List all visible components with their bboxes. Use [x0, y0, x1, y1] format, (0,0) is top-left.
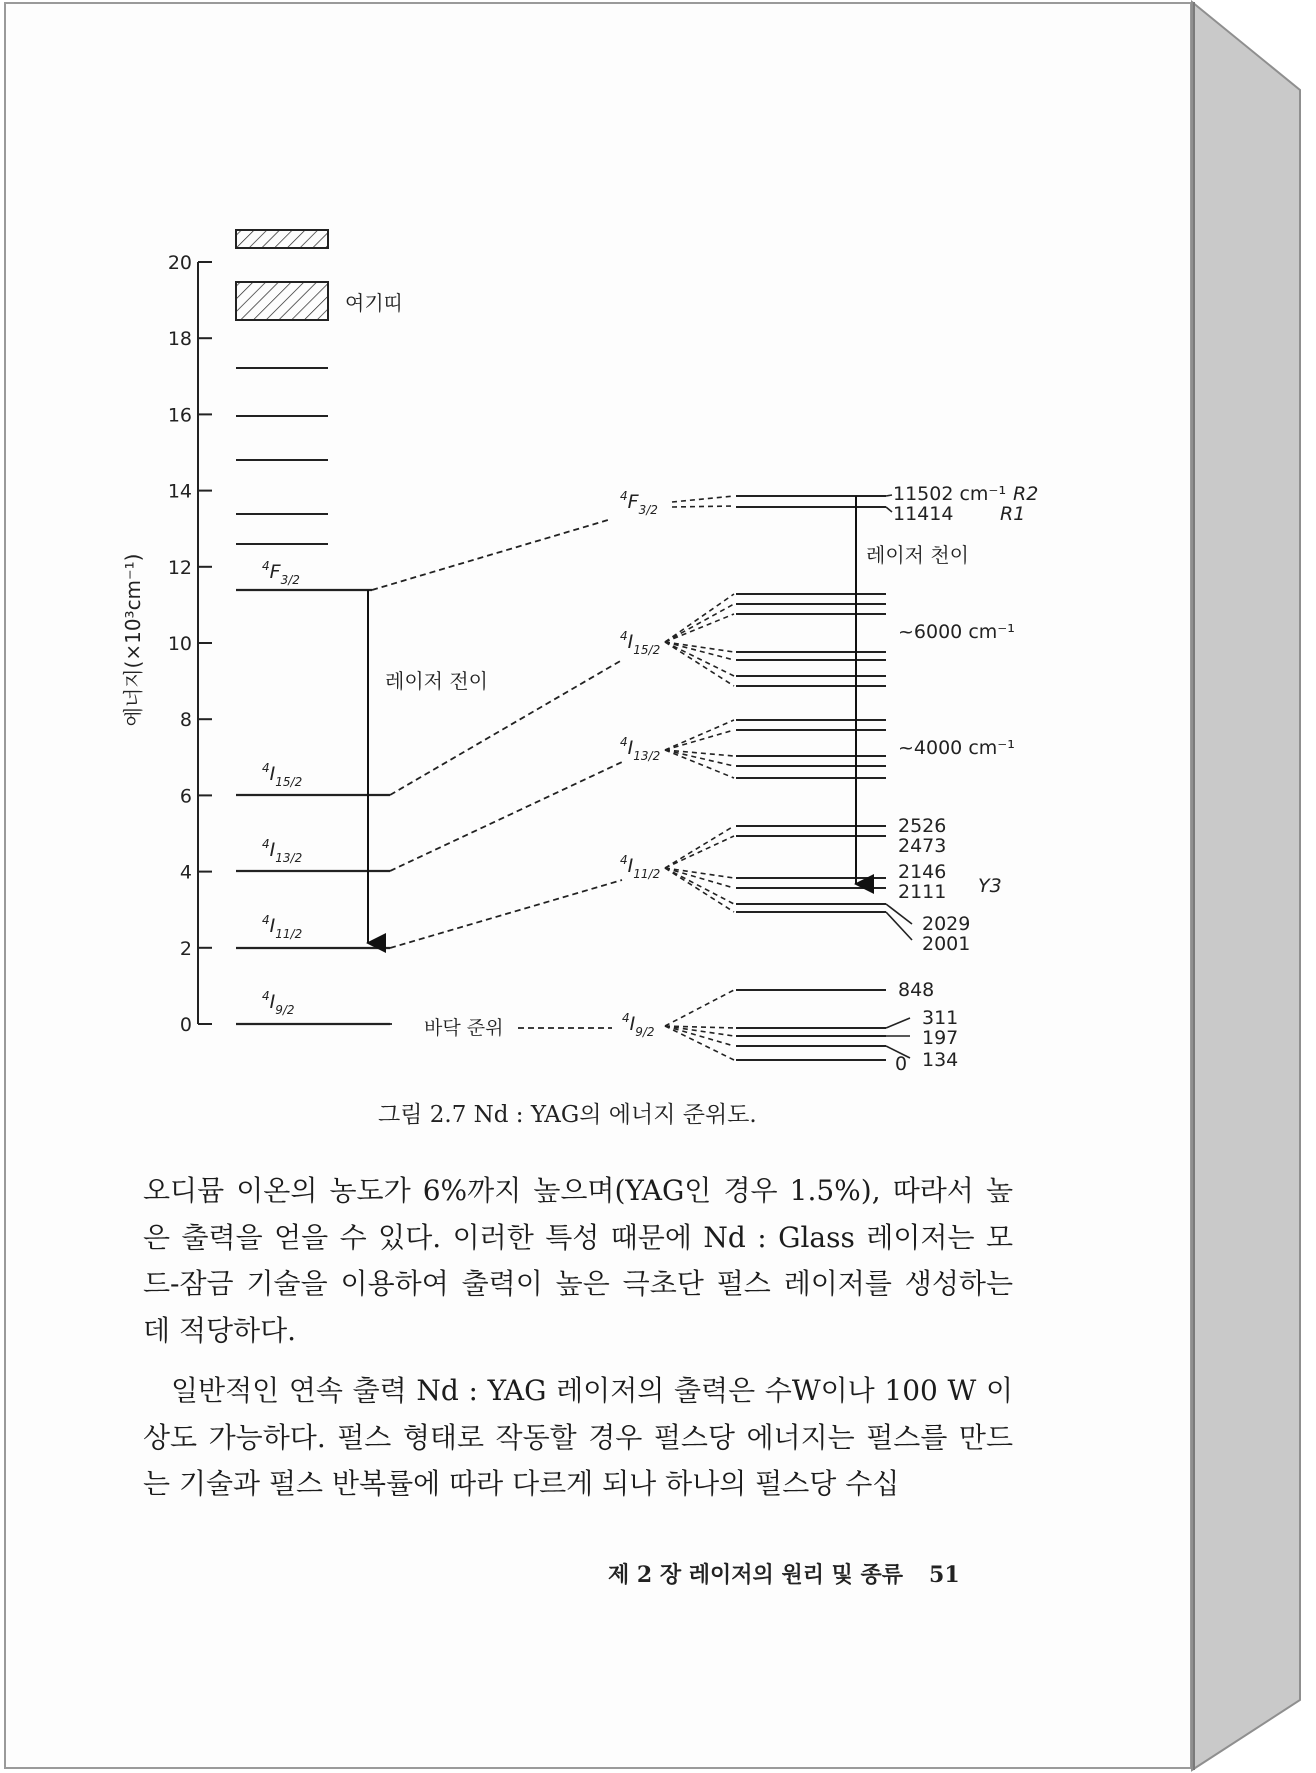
y3-symbol: Y3 [978, 875, 1002, 897]
left-label-I92: $^4I_{9/2}$ [262, 989, 295, 1017]
body-text [143, 1168, 1013, 1508]
left-label-I112: $^4I_{11/2}$ [262, 913, 303, 941]
value-197: 197 [922, 1027, 959, 1049]
figure-caption: 그림 2.7 Nd : YAG의 에너지 준위도. [378, 1102, 757, 1128]
y-tick-label: 14 [167, 480, 192, 503]
left-label-I152: $^4I_{15/2}$ [262, 761, 303, 789]
left-laser-transition-label: 레이저 전이 [385, 669, 488, 693]
value-848: 848 [898, 979, 935, 1001]
y-tick-label: 16 [167, 404, 192, 427]
paragraph-2: 일반적인 연속 출력 Nd : YAG 레이저의 출력은 수W이나 100 W 이상도 가능하다. 펄스 형태로 작동할 경우 펄스당 에너지는 펄스를 만드는 기술과 펄스 반복률에 따라 다르게 되나 하나의 펄스당 수십 [143, 1374, 1013, 1500]
value-2111: 2111 [898, 881, 947, 903]
right-laser-transition-label: 레이저 천이 [866, 543, 969, 567]
value-2146: 2146 [898, 861, 947, 883]
y-tick-label: 4 [179, 861, 192, 884]
mid-label-F32: $^4F_{3/2}$ [620, 489, 658, 517]
r2-value: 11502 cm⁻¹ [893, 483, 1007, 505]
value-134: 134 [922, 1049, 959, 1071]
r2-symbol: R2 [1013, 483, 1039, 505]
y-tick-label: 2 [179, 937, 192, 960]
page-footer [608, 1558, 960, 1589]
left-label-I132: $^4I_{13/2}$ [262, 837, 303, 865]
band-4000-label: ~4000 cm⁻¹ [898, 737, 1015, 759]
upper-levels [236, 368, 328, 544]
label-leaders [886, 495, 912, 1058]
value-2473: 2473 [898, 835, 947, 857]
value-0: 0 [895, 1053, 908, 1075]
value-2526: 2526 [898, 815, 947, 837]
y-tick-label: 8 [179, 709, 192, 732]
paragraph-1: 오디뮴 이온의 농도가 6%까지 높으며(YAG인 경우 1.5%), 따라서 높은 출력을 얻을 수 있다. 이러한 특성 때문에 Nd : Glass 레이저는 모드-잠금 기술을 이용하여 출력이 높은 극초단 펄스 레이저를 생성하는 데 적당하다. [143, 1174, 1013, 1347]
pump-band-label: 여기띠 [345, 291, 403, 315]
y-tick-label: 12 [167, 556, 192, 579]
y-axis-ticks [168, 252, 212, 1036]
left-main-levels [236, 590, 390, 1024]
page-number: 51 [929, 1562, 960, 1588]
value-2029: 2029 [922, 913, 971, 935]
y-tick-label: 0 [179, 1014, 192, 1036]
mid-label-I112: $^4I_{11/2}$ [620, 853, 661, 881]
mid-label-I152: $^4I_{15/2}$ [620, 629, 661, 657]
y-tick-label: 6 [179, 785, 192, 808]
mid-label-I132: $^4I_{13/2}$ [620, 735, 661, 763]
left-label-F32: $^4F_{3/2}$ [262, 559, 300, 587]
y-tick-label: 18 [167, 328, 192, 351]
stark-fan-lines [665, 496, 734, 1060]
r1-value: 11414 [893, 503, 954, 525]
pump-band-lower [236, 282, 328, 320]
dashed-connectors [372, 520, 622, 1028]
value-2001: 2001 [922, 933, 971, 955]
y-axis-label: 에너지(×10³cm⁻¹) [121, 553, 145, 727]
right-stark-levels [736, 496, 886, 1060]
value-311: 311 [922, 1007, 959, 1029]
ground-level-label: 바닥 준위 [424, 1017, 504, 1039]
band-6000-label: ~6000 cm⁻¹ [898, 621, 1015, 643]
y-tick-label: 10 [167, 633, 192, 655]
pump-band-upper [236, 230, 328, 248]
y-tick-label: 20 [167, 252, 192, 274]
r1-symbol: R1 [1000, 503, 1026, 525]
chapter-title: 제 2 장 레이저의 원리 및 종류 [608, 1562, 904, 1588]
mid-label-I92: $^4I_{9/2}$ [622, 1011, 655, 1039]
